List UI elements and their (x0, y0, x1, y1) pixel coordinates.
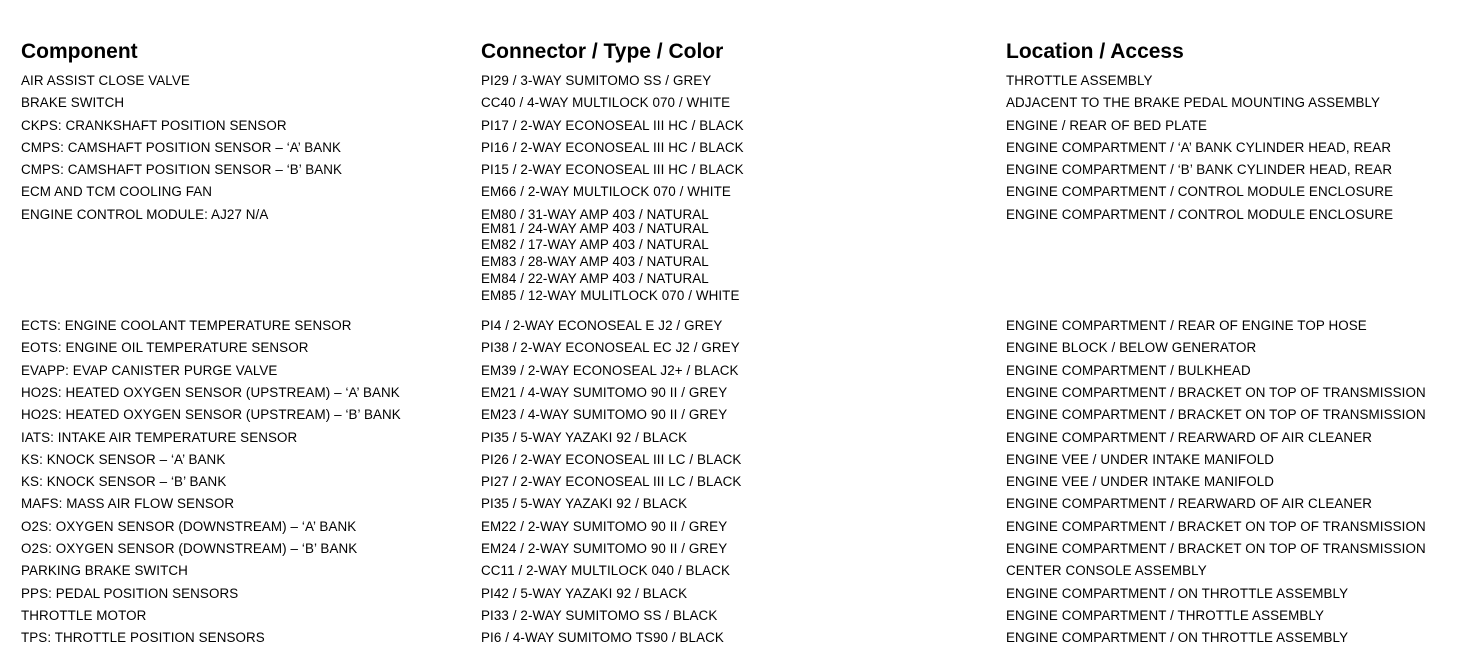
connector-cell (481, 605, 717, 627)
table-row (0, 471, 1472, 493)
connector-type-color: CC40 / 4-WAY MULTILOCK 070 / WHITE (481, 95, 731, 111)
connector-type-color: EM82 / 17-WAY AMP 403 / NATURAL (481, 237, 709, 253)
connector-type-color: EM85 / 12-WAY MULITLOCK 070 / WHITE (481, 287, 740, 303)
component-name: O2S: OXYGEN SENSOR (DOWNSTREAM) – ‘A’ BANK (21, 518, 357, 534)
location-access: ENGINE COMPARTMENT / ‘A’ BANK CYLINDER HEAD, REAR (1006, 139, 1392, 155)
table-row (0, 516, 1472, 538)
location-access: ENGINE / REAR OF BED PLATE (1006, 117, 1208, 133)
connector-type-color: PI17 / 2-WAY ECONOSEAL III HC / BLACK (481, 117, 744, 133)
location-access: ENGINE COMPARTMENT / BRACKET ON TOP OF TRANSMISSION (1006, 518, 1426, 534)
location-access: ENGINE COMPARTMENT / CONTROL MODULE ENCLOSURE (1006, 184, 1394, 200)
connector-cell (481, 204, 739, 305)
connector-type-color: EM84 / 22-WAY AMP 403 / NATURAL (481, 270, 709, 286)
header-component: Component (21, 40, 138, 63)
connector-type-color: PI4 / 2-WAY ECONOSEAL E J2 / GREY (481, 318, 723, 334)
connector-cell (481, 627, 724, 649)
table-row (0, 627, 1472, 649)
connector-type-color: PI6 / 4-WAY SUMITOMO TS90 / BLACK (481, 630, 724, 646)
component-name: KS: KNOCK SENSOR – ‘B’ BANK (21, 474, 227, 490)
connector-cell (481, 516, 727, 538)
connector-cell (481, 560, 730, 582)
connector-type-color: PI26 / 2-WAY ECONOSEAL III LC / BLACK (481, 451, 742, 467)
connector-cell (481, 70, 711, 92)
location-access: CENTER CONSOLE ASSEMBLY (1006, 563, 1207, 579)
connector-type-color: EM66 / 2-WAY MULTILOCK 070 / WHITE (481, 184, 731, 200)
header-connector: Connector / Type / Color (481, 40, 724, 63)
connector-cell (481, 404, 727, 426)
connector-type-color: EM24 / 2-WAY SUMITOMO 90 II / GREY (481, 541, 728, 557)
component-name: EOTS: ENGINE OIL TEMPERATURE SENSOR (21, 340, 309, 356)
connector-cell (481, 137, 744, 159)
table-row (0, 360, 1472, 382)
connector-type-color: EM81 / 24-WAY AMP 403 / NATURAL (481, 220, 709, 236)
table-row (0, 605, 1472, 627)
connector-type-color: EM21 / 4-WAY SUMITOMO 90 II / GREY (481, 384, 728, 400)
connector-type-color: PI29 / 3-WAY SUMITOMO SS / GREY (481, 73, 712, 88)
connector-type-color: PI38 / 2-WAY ECONOSEAL EC J2 / GREY (481, 340, 740, 356)
component-name: AIR ASSIST CLOSE VALVE (21, 73, 190, 88)
component-name: ECTS: ENGINE COOLANT TEMPERATURE SENSOR (21, 318, 352, 334)
location-access: ADJACENT TO THE BRAKE PEDAL MOUNTING ASSEMBLY (1006, 95, 1381, 111)
table-row (0, 70, 1472, 92)
component-name: KS: KNOCK SENSOR – ‘A’ BANK (21, 451, 226, 467)
connector-cell (481, 382, 727, 404)
component-name: CMPS: CAMSHAFT POSITION SENSOR – ‘B’ BANK (21, 162, 343, 178)
component-name: IATS: INTAKE AIR TEMPERATURE SENSOR (21, 429, 298, 445)
connector-type-color: CC11 / 2-WAY MULTILOCK 040 / BLACK (481, 563, 730, 579)
location-access: ENGINE COMPARTMENT / REAR OF ENGINE TOP HOSE (1006, 318, 1367, 334)
connector-type-color: EM39 / 2-WAY ECONOSEAL J2+ / BLACK (481, 362, 739, 378)
connector-cell (481, 181, 731, 203)
connector-type-color: PI35 / 5-WAY YAZAKI 92 / BLACK (481, 496, 688, 512)
location-access: ENGINE COMPARTMENT / ‘B’ BANK CYLINDER HEAD, REAR (1006, 162, 1393, 178)
connector-type-color: EM22 / 2-WAY SUMITOMO 90 II / GREY (481, 518, 728, 534)
connector-type-color: EM83 / 28-WAY AMP 403 / NATURAL (481, 254, 709, 270)
location-access: ENGINE COMPARTMENT / BULKHEAD (1006, 362, 1251, 378)
connector-type-color: PI27 / 2-WAY ECONOSEAL III LC / BLACK (481, 474, 742, 490)
location-access: ENGINE COMPARTMENT / ON THROTTLE ASSEMBLY (1006, 630, 1349, 646)
table-row (0, 137, 1472, 159)
component-name: ECM AND TCM COOLING FAN (21, 184, 213, 200)
location-access: ENGINE COMPARTMENT / CONTROL MODULE ENCLOSURE (1006, 206, 1394, 222)
component-name: ENGINE CONTROL MODULE: AJ27 N/A (21, 206, 269, 222)
connector-type-color: EM23 / 4-WAY SUMITOMO 90 II / GREY (481, 407, 728, 423)
table-row (0, 427, 1472, 449)
location-access: ENGINE COMPARTMENT / BRACKET ON TOP OF TRANSMISSION (1006, 407, 1426, 423)
connector-type-color: PI33 / 2-WAY SUMITOMO SS / BLACK (481, 607, 718, 623)
table-row (0, 404, 1472, 426)
connector-type-color: EM80 / 31-WAY AMP 403 / NATURAL (481, 206, 709, 222)
location-access: ENGINE COMPARTMENT / BRACKET ON TOP OF TRANSMISSION (1006, 541, 1426, 557)
connector-cell (481, 115, 744, 137)
connector-cell (481, 159, 744, 181)
connector-cell (481, 92, 730, 114)
table-row (0, 493, 1472, 515)
connector-cell (481, 538, 727, 560)
location-access: ENGINE VEE / UNDER INTAKE MANIFOLD (1006, 451, 1275, 467)
location-access: ENGINE COMPARTMENT / THROTTLE ASSEMBLY (1006, 607, 1325, 623)
connector-cell (481, 427, 687, 449)
component-name: CKPS: CRANKSHAFT POSITION SENSOR (21, 117, 287, 133)
table-row (0, 115, 1472, 137)
component-name: PPS: PEDAL POSITION SENSORS (21, 585, 239, 601)
connector-cell (481, 493, 687, 515)
table-row (0, 538, 1472, 560)
table-row (0, 583, 1472, 605)
header-location: Location / Access (1006, 40, 1184, 63)
connector-type-color: PI15 / 2-WAY ECONOSEAL III HC / BLACK (481, 162, 744, 178)
component-name: O2S: OXYGEN SENSOR (DOWNSTREAM) – ‘B’ BANK (21, 541, 358, 557)
table-row (0, 181, 1472, 203)
table-row (0, 337, 1472, 359)
table-row (0, 159, 1472, 181)
connector-cell (481, 471, 741, 493)
connector-cell (481, 583, 687, 605)
location-access: ENGINE COMPARTMENT / REARWARD OF AIR CLEANER (1006, 429, 1372, 445)
connector-cell (481, 449, 741, 471)
table-row (0, 449, 1472, 471)
component-name: MAFS: MASS AIR FLOW SENSOR (21, 496, 235, 512)
connector-type-color: PI35 / 5-WAY YAZAKI 92 / BLACK (481, 429, 688, 445)
component-name: HO2S: HEATED OXYGEN SENSOR (UPSTREAM) – ‘A’ BANK (21, 384, 400, 400)
table-row (0, 382, 1472, 404)
connector-type-color: PI42 / 5-WAY YAZAKI 92 / BLACK (481, 585, 688, 601)
component-name: CMPS: CAMSHAFT POSITION SENSOR – ‘A’ BANK (21, 139, 342, 155)
connector-cell (481, 360, 739, 382)
component-name: EVAPP: EVAP CANISTER PURGE VALVE (21, 362, 278, 378)
component-name: TPS: THROTTLE POSITION SENSORS (21, 630, 265, 646)
location-access: ENGINE COMPARTMENT / REARWARD OF AIR CLEANER (1006, 496, 1372, 512)
location-access: ENGINE VEE / UNDER INTAKE MANIFOLD (1006, 474, 1275, 490)
table-row (0, 315, 1472, 337)
table-row (0, 92, 1472, 114)
component-name: BRAKE SWITCH (21, 95, 125, 111)
connector-cell (481, 315, 722, 337)
location-access: ENGINE BLOCK / BELOW GENERATOR (1006, 340, 1257, 356)
table-row (0, 204, 1472, 315)
location-access: ENGINE COMPARTMENT / ON THROTTLE ASSEMBLY (1006, 585, 1349, 601)
component-table (0, 70, 1472, 650)
location-access: ENGINE COMPARTMENT / BRACKET ON TOP OF TRANSMISSION (1006, 384, 1426, 400)
connector-cell (481, 337, 740, 359)
location-access: THROTTLE ASSEMBLY (1006, 73, 1153, 88)
component-name: HO2S: HEATED OXYGEN SENSOR (UPSTREAM) – ‘B’ BANK (21, 407, 401, 423)
connector-type-color: PI16 / 2-WAY ECONOSEAL III HC / BLACK (481, 139, 744, 155)
component-name: THROTTLE MOTOR (21, 607, 147, 623)
table-row (0, 560, 1472, 582)
component-name: PARKING BRAKE SWITCH (21, 563, 188, 579)
